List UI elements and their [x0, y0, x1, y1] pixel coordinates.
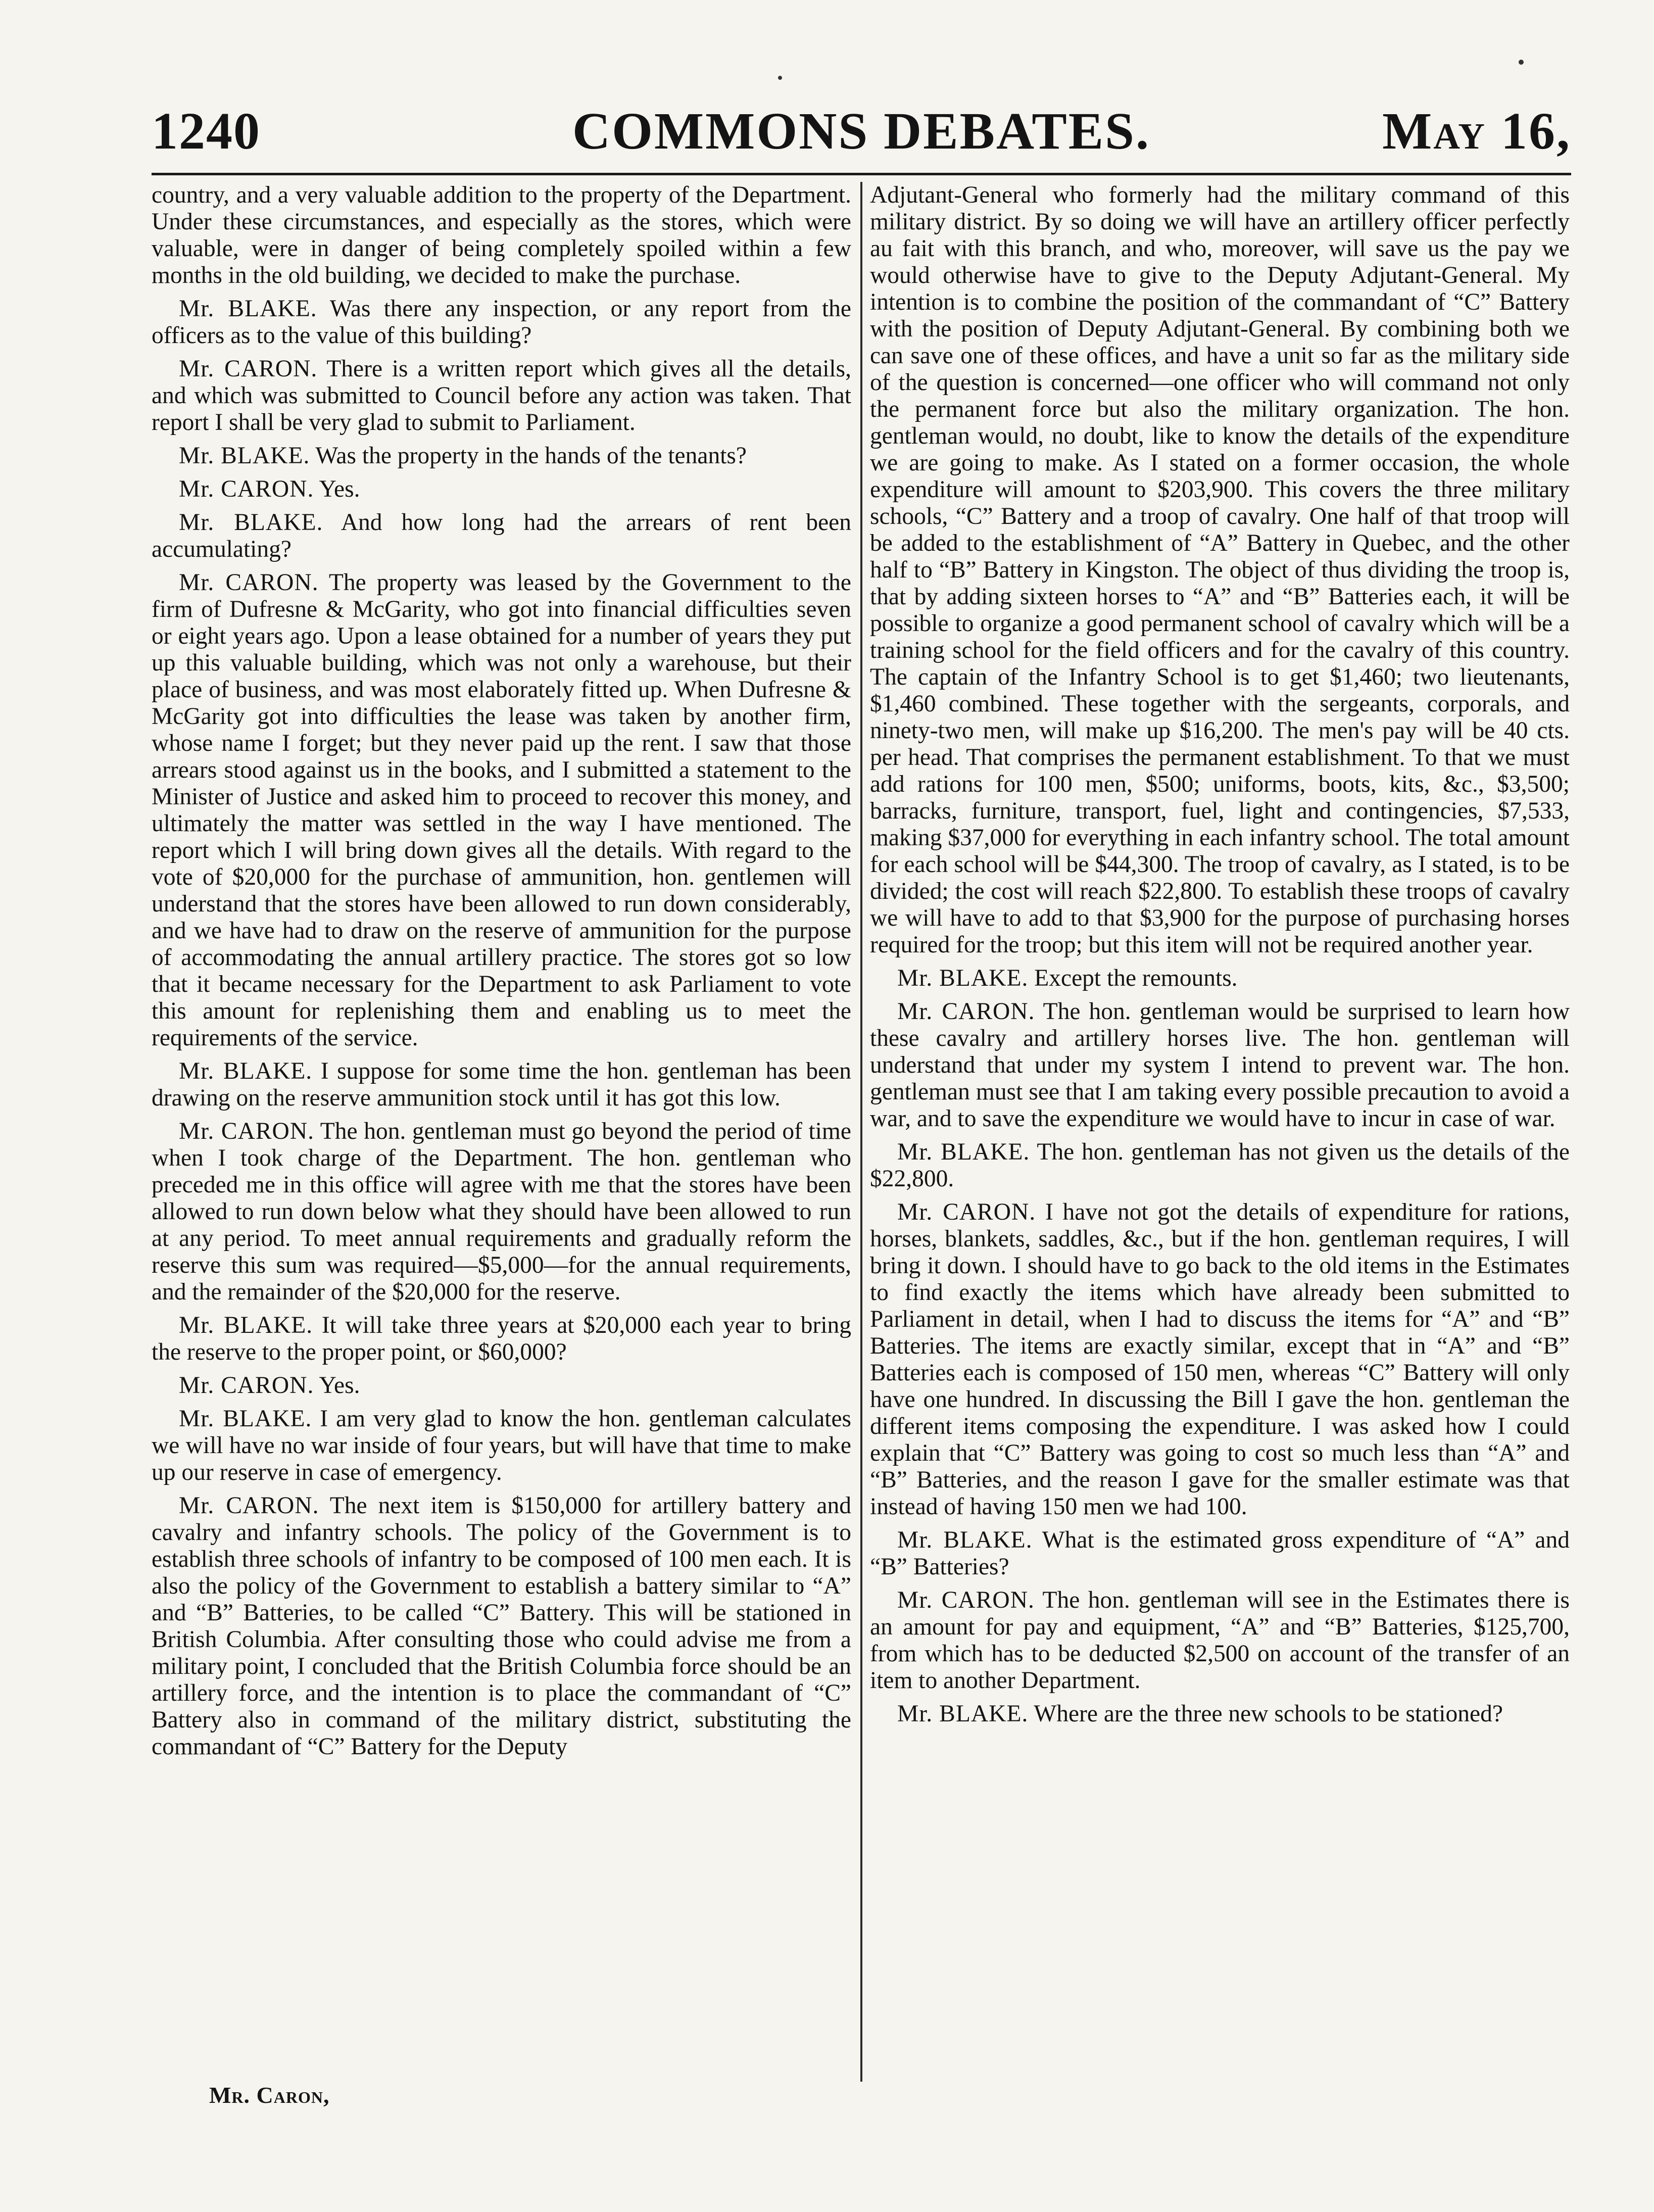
speaker-name: Mr. CARON.	[179, 569, 319, 596]
speaker-name: Mr. BLAKE.	[179, 296, 317, 322]
speech-text: Adjutant-General who formerly had the military command of this military district. By so doing we will have an artillery officer perfectly au fait with this branch, and who, moreover, will save us the pay we would otherwise have to give to the Deputy Adjutant-General. My intention is to combine the position of the commandant of “C” Battery with the position of Deputy Adjutant-General. By combining both we can save one of these offices, and have a unit so far as the military side of the question is concerned—one officer who will command not only the permanent force but also the military organization. The hon. gentleman would, no doubt, like to know the details of the expenditure we are going to make. As I stated on a former occasion, the whole expenditure will amount to $203,900. This covers the three military schools, “C” Battery and a troop of cavalry. One half of that troop will be added to the establishment of “A” Battery in Quebec, and the other half to “B” Battery in Kingston. The object of thus dividing the troop is, that by adding sixteen horses to “A” and “B” Batteries each, it will be possible to organize a good permanent school of cavalry which will be a training school for the field officers and for the cavalry of this country. The captain of the Infantry School is to get $1,460; two lieutenants, $1,460 combined. These together with the sergeants, corporals, and ninety-two men, will make up $16,200. The men's pay will be 40 cts. per head. That comprises the permanent establishment. To that we must add rations for 100 men, $500; uniforms, boots, kits, &c., $3,500; barracks, furniture, transport, fuel, light and contingencies, $7,533, making $37,000 for everything in each infantry school. The total amount for each school will be $44,300. The troop of cavalry, as I stated, is to be divided; the cost will reach $22,800. To establish these troops of cavalry we will have to add to that $3,900 for the purpose of purchasing horses required for the troop; but this item will not be required another year.	[870, 182, 1570, 958]
speaker-name: Mr. BLAKE.	[179, 1406, 312, 1432]
speaker-name: Mr. CARON.	[897, 1199, 1036, 1225]
speech-paragraph	[152, 1493, 851, 1760]
speaker-name: Mr. CARON.	[179, 1118, 315, 1144]
speech-paragraph	[870, 1139, 1570, 1192]
speech-text: Was there any inspection, or any report from the officers as to the value of this building?	[152, 296, 851, 349]
speech-text: The hon. gentleman will see in the Estimates there is an amount for pay and equipment, “A” and “B” Batteries, $125,700, from which has to be deducted $2,500 on account of the transfer of an item to another Department.	[870, 1587, 1570, 1694]
speech-text: There is a written report which gives all the details, and which was submitted to Council before any action was taken. That report I shall be very glad to submit to Parliament.	[152, 356, 851, 436]
speaker-name: Mr. BLAKE.	[897, 1139, 1030, 1165]
speaker-name: Mr. BLAKE.	[897, 1527, 1033, 1553]
speech-text: country, and a very valuable addition to the property of the Department. Under these circumstances, and especially as the stores, which were valuable, were in danger of being completely spoiled within a few months in the old building, we decided to make the purchase.	[152, 182, 851, 288]
speaker-name: Mr. CARON.	[179, 476, 314, 502]
speech-paragraph	[152, 356, 851, 436]
speech-paragraph	[152, 182, 851, 289]
speaker-name: Mr. CARON.	[179, 1372, 314, 1399]
print-speck	[1519, 60, 1524, 65]
speaker-name: Mr. BLAKE.	[179, 509, 323, 536]
speech-paragraph	[870, 998, 1570, 1132]
catchword: Mr. Caron,	[209, 2082, 330, 2108]
speaker-name: Mr. BLAKE.	[179, 1058, 313, 1084]
speech-paragraph	[870, 1527, 1570, 1580]
speech-paragraph	[870, 1587, 1570, 1694]
speech-text: I am very glad to know the hon. gentleman calculates we will have no war inside of four years, but will have that time to make up our reserve in case of emergency.	[152, 1406, 851, 1485]
speech-paragraph	[870, 965, 1570, 992]
speech-text: Was the property in the hands of the tenants?	[315, 443, 747, 469]
speech-paragraph	[152, 443, 851, 469]
speaker-name: Mr. CARON.	[179, 356, 318, 382]
speech-paragraph	[152, 1058, 851, 1112]
speech-paragraph	[870, 182, 1570, 958]
speaker-name: Mr. BLAKE.	[179, 443, 310, 469]
speaker-name: Mr. BLAKE.	[897, 965, 1029, 991]
speaker-name: Mr. CARON.	[897, 998, 1035, 1025]
page-date: May 16,	[1382, 102, 1571, 160]
speech-paragraph	[152, 1312, 851, 1366]
speech-text: I suppose for some time the hon. gentleman has been drawing on the reserve ammunition stock until it has got this low.	[152, 1058, 851, 1111]
speech-text: What is the estimated gross expenditure of “A” and “B” Batteries?	[870, 1527, 1570, 1580]
print-speck	[778, 76, 782, 80]
speech-text: Yes.	[319, 476, 360, 502]
speaker-name: Mr. CARON.	[179, 1493, 319, 1519]
speech-text: The property was leased by the Government to the firm of Dufresne & McGarity, who got into financial difficulties seven or eight years ago. Upon a lease obtained for a number of years they put up this valuable building, which was not only a warehouse, but their place of business, and was most elaborately fitted up. When Dufresne & McGarity got into difficulties the lease was taken by another firm, whose name I forget; but they never paid up the rent. I saw that those arrears stood against us in the books, and I submitted a statement to the Minister of Justice and asked him to proceed to recover this money, and ultimately the matter was settled in the way I have mentioned. The report which I will bring down gives all the details. With regard to the vote of $20,000 for the purchase of ammunition, hon. gentlemen will understand that the stores have been allowed to run down considerably, and we have had to draw on the reserve of ammunition for the purpose of accommodating the annual artillery practice. The stores got so low that it became necessary for the Department to ask Parliament to vote this amount for replenishing them and enabling us to meet the requirements of the service.	[152, 569, 851, 1051]
publication-title: COMMONS DEBATES.	[572, 102, 1150, 160]
speaker-name: Mr. BLAKE.	[897, 1701, 1029, 1727]
speech-paragraph	[152, 1406, 851, 1486]
speech-text: Except the remounts.	[1034, 965, 1238, 991]
column-divider	[860, 182, 862, 2082]
speech-paragraph	[152, 1118, 851, 1306]
speech-paragraph	[152, 509, 851, 563]
speech-text: And how long had the arrears of rent been accumulating?	[152, 509, 851, 562]
speech-text: The next item is $150,000 for artillery battery and cavalry and infantry schools. The policy of the Government is to establish three schools of infantry to be composed of 100 men each. It is also the policy of the Government to establish a battery similar to “A” and “B” Batteries, to be called “C” Battery. This will be stationed in British Columbia. After consulting those who could advise me from a military point, I concluded that the British Columbia force should be an artillery force, and the intention is to place the commandant of “C” Battery also in command of the military district, substituting the commandant of “C” Battery for the Deputy	[152, 1493, 851, 1760]
speech-text: Yes.	[319, 1372, 360, 1399]
speech-text: The hon. gentleman must go beyond the period of time when I took charge of the Department. The hon. gentleman who preceded me in this office will agree with me that the stores have been allowed to run down below what they should have been allowed to run at any period. To meet annual requirements and gradually reform the reserve this sum was required—$5,000—for the annual requirements, and the remainder of the $20,000 for the reserve.	[152, 1118, 851, 1305]
speaker-name: Mr. BLAKE.	[179, 1312, 313, 1338]
speech-text: I have not got the details of expenditure for rations, horses, blankets, saddles, &c., but if the hon. gentleman requires, I will bring it down. I should have to go back to the old items in the Estimates to find exactly the items which have already been submitted to Parliament in detail, when I had to discuss the items for “A” and “B” Batteries. The items are exactly similar, except that in “A” and “B” Batteries each is composed of 150 men, whereas “C” Battery will only have one hundred. In discussing the Bill I gave the hon. gentleman the different items composing the expenditure. I was asked how I could explain that “C” Battery was going to cost so much less than “A” and “B” Batteries, and the reason I gave for the smaller estimate was that instead of having 150 men we had 100.	[870, 1199, 1570, 1520]
right-column	[870, 182, 1570, 2102]
speech-paragraph	[152, 296, 851, 349]
speech-paragraph	[870, 1701, 1570, 1727]
speech-text: It will take three years at $20,000 each year to bring the reserve to the proper point, or $60,000?	[152, 1312, 851, 1365]
speech-paragraph	[870, 1199, 1570, 1520]
page-number: 1240	[152, 102, 261, 160]
speech-paragraph	[152, 569, 851, 1051]
left-column	[152, 182, 851, 2102]
header-rule	[152, 173, 1571, 175]
speech-text: Where are the three new schools to be stationed?	[1034, 1701, 1503, 1727]
speech-paragraph	[152, 1372, 851, 1399]
speaker-name: Mr. CARON.	[897, 1587, 1035, 1613]
page-header	[152, 101, 1571, 167]
speech-paragraph	[152, 476, 851, 503]
speech-text: The hon. gentleman has not given us the details of the $22,800.	[870, 1139, 1570, 1192]
speech-text: The hon. gentleman would be surprised to learn how these cavalry and artillery horses live. The hon. gentleman will understand that under my system I intend to prevent war. The hon. gentleman must see that I am taking every possible precaution to avoid a war, and to save the expenditure we would have to incur in case of war.	[870, 998, 1570, 1132]
